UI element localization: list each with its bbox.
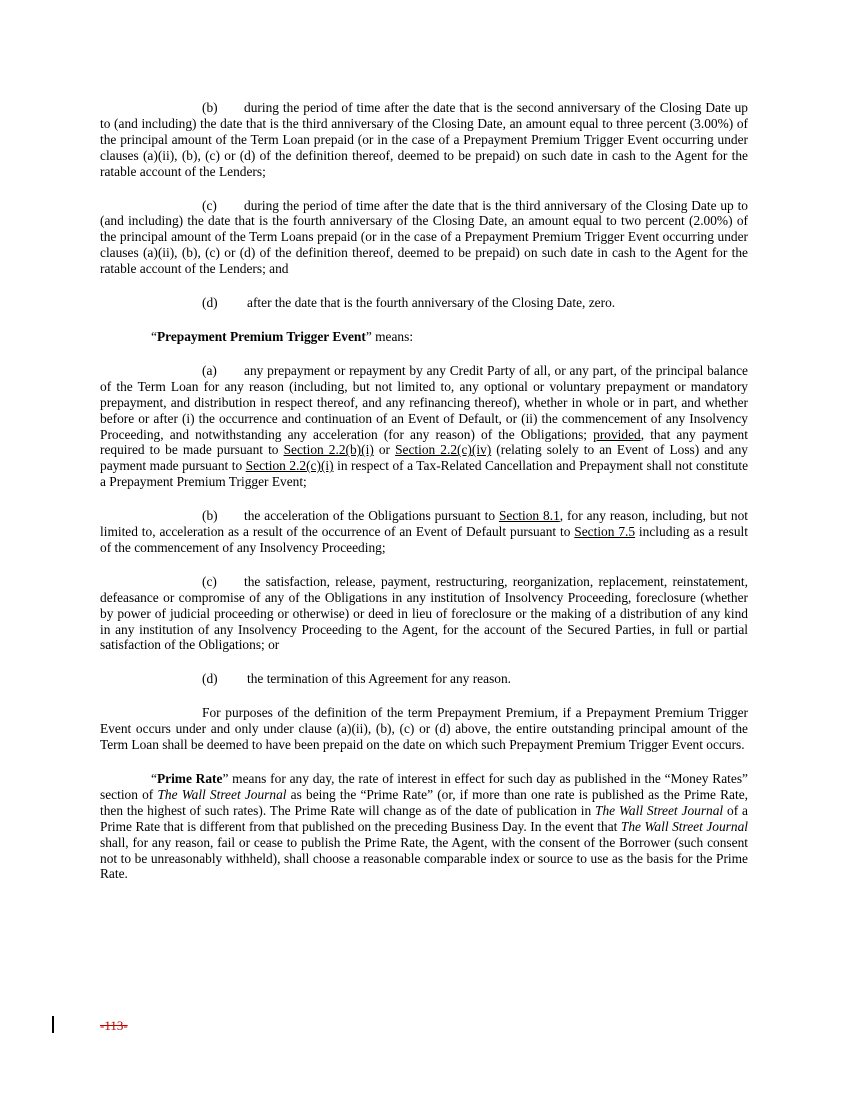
quote-mark: “ [151,328,157,344]
ppte-clause-c [100,574,748,654]
clause-text: including as a result of the commencement of any Insolvency Proceeding; [100,524,748,555]
defined-term: Prime Rate [156,771,223,786]
section-reference: Section 2.2(c)(i) [245,458,334,474]
clause-label: (c) [202,197,217,213]
clause-label: (d) [202,295,218,311]
quote-mark: “ [151,771,157,786]
definition-text: ” means for any day, the rate of interest in effect for such day as published in the “Money Rates” section of [100,771,748,802]
clause-text: the acceleration of the Obligations pursuant to [244,508,499,524]
publication-title: The Wall Street Journal [595,802,724,818]
clause-d-paragraph [100,295,748,311]
provided-term: provided [593,426,641,442]
definition-lead: ” means: [365,328,414,344]
clause-text: in respect of a Tax-Related Cancellation and Prepayment shall not constitute a Prepayment Premium Trigger Event; [100,458,749,490]
section-reference: Section 2.2(b)(i) [283,442,374,458]
publication-title: The Wall Street Journal [157,786,287,802]
clause-text: , that any payment required to be made pursuant to [100,426,748,458]
defined-term: Prepayment Premium Trigger Event [156,328,366,344]
clause-label: (d) [202,671,218,687]
section-reference: Section 7.5 [574,524,636,540]
section-reference: Section 8.1 [498,508,560,524]
clause-label: (c) [202,573,217,589]
page-footer [52,1014,252,1034]
clause-c-paragraph [100,198,748,278]
clause-text: , for any reason, including, but not limited to, acceleration as a result of the occurrence of an Event of Default pursuant to [100,508,748,540]
clause-text: the satisfaction, release, payment, restructuring, reorganization, replacement, reinstatement, defeasance or compromise of any of the Obligations in any institution of Insolvency Proceeding, foreclosure (whether by power of judicial proceeding or otherwise) or deed in lieu of foreclosure or the making of a distribution of any kind in any institution of any Insolvency Proceeding to the Agent, for the account of the Secured Parties, in full or partial satisfaction of the Obligations; or [100,573,748,653]
section-reference: Section 2.2(c)(iv) [395,442,492,458]
clause-text: or [373,442,396,458]
clause-text: (relating solely to an Event of Loss) and any payment made pursuant to [100,442,748,474]
purposes-paragraph: For purposes of the definition of the term Prepayment Premium, if a Prepayment Premium Trigger Event occurs under and only under clause (a)(ii), (b), (c) or (d) above, the entire outstanding principal amount of the Term Loan shall be deemed to have been prepaid on the date on which such Prepayment Premium Trigger Event occurs. [100,705,748,753]
clause-label: (a) [202,362,217,378]
ppte-definition-heading [100,329,748,345]
page-number: -113- [100,1018,128,1033]
clause-text: after the date that is the fourth anniversary of the Closing Date, zero. [247,295,616,311]
clause-text: during the period of time after the date that is the second anniversary of the Closing Date up to (and including) the date that is the third anniversary of the Closing Date, an amount equal to three percent (3.00%) of the principal amount of the Term Loan prepaid (or in the case of a Prepayment Premium Trigger Event occurring under clauses (a)(ii), (b), (c) or (d) of the definition thereof, deemed to be prepaid) on such date in cash to the Agent for the ratable account of the Lenders; [100,100,748,179]
document-page [100,100,748,900]
clause-label: (b) [202,508,218,524]
ppte-clause-d [100,671,748,687]
clause-text: any prepayment or repayment by any Credit Party of all, or any part, of the principal balance of the Term Loan for any reason (including, but not limited to, any optional or voluntary prepayment or mandatory prepayment, and distribution in respect thereof, and any refinancing thereof), whether in whole or in part, and whether before or after (i) the occurrence and continuation of an Event of Default, or (ii) the commencement of any Insolvency Proceeding, and notwithstanding any acceleration (for any reason) of the Obligations; [100,362,748,442]
clause-label: (b) [202,100,218,115]
prime-rate-definition [100,771,748,882]
clause-text: during the period of time after the date that is the third anniversary of the Closing Date up to (and including) the date that is the fourth anniversary of the Closing Date, an amount equal to two percent (2.00%) of the principal amount of the Term Loans prepaid (or in the case of a Prepayment Premium Trigger Event occurring under clauses (a)(ii), (b), (c) or (d) of the definition thereof, deemed to be prepaid) on such date in cash to the Agent for the ratable account of the Lenders; and [100,197,748,277]
definition-text: shall, for any reason, fail or cease to publish the Prime Rate, the Agent, with the consent of the Borrower (such consent not to be unreasonably withheld), shall choose a reasonable comparable index or source to use as the basis for the Prime Rate. [100,834,748,882]
definition-text: of a Prime Rate that is different from that published on the preceding Business Day. In the event that [100,802,748,834]
publication-title: The Wall Street Journal [620,818,748,834]
definition-text: as being the “Prime Rate” (or, if more than one rate is published as the Prime Rate, then the highest of such rates). The Prime Rate will change as of the date of publication in [100,786,749,818]
clause-b-paragraph [100,100,748,180]
change-bar [52,1016,54,1033]
ppte-clause-a [100,363,748,490]
clause-text: the termination of this Agreement for any reason. [247,671,512,687]
ppte-clause-b [100,508,748,556]
